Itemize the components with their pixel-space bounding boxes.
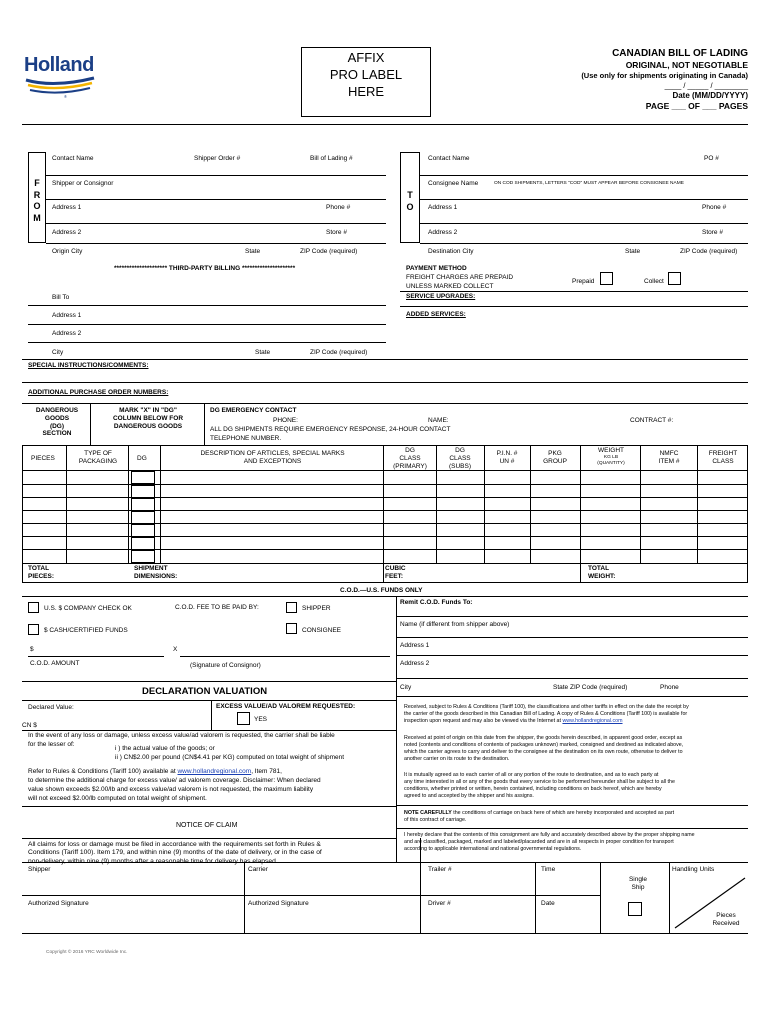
- from-phone[interactable]: Phone #: [326, 204, 351, 211]
- cod-fee-label: C.O.D. FEE TO BE PAID BY:: [175, 604, 259, 611]
- to-state[interactable]: State: [625, 248, 641, 255]
- company-check-checkbox[interactable]: [28, 602, 39, 613]
- carrier-field[interactable]: Carrier: [248, 866, 268, 873]
- fee-shipper-checkbox[interactable]: [286, 602, 297, 613]
- from-shipper-order[interactable]: Shipper Order #: [194, 155, 241, 162]
- liability-option-2: ii ) CN$2.00 per pound (CN$4.41 per KG) computed on total weight of shipment: [115, 754, 345, 761]
- third-party-address2[interactable]: Address 2: [52, 330, 82, 337]
- terms-declaration: I hereby declare that the contents of this consignment are fully and accurately described above by the proper shipping name and are classified, packaged, marked and labeled/placarded and are in all respects in proper condition for transport according to applicable international and national governmental regulations.: [404, 832, 695, 852]
- from-state[interactable]: State: [245, 248, 261, 255]
- copyright-text: Copyright © 2016 YRC Worldwide Inc.: [46, 950, 128, 955]
- from-store[interactable]: Store #: [326, 229, 347, 236]
- liability-option-1: i ) the actual value of the goods; or: [115, 745, 215, 752]
- excess-yes-label: YES: [254, 716, 268, 723]
- handling-units-label: Handling Units: [672, 866, 715, 873]
- refer-line-2: to determine the additional charge for excess value/ ad valorem coverage. Disclaimer: When declared: [28, 777, 321, 784]
- pieces-received-field[interactable]: Pieces Received: [712, 912, 740, 928]
- dg-checkbox-row6[interactable]: [131, 537, 155, 550]
- col-weight: WEIGHT KG LB (QUANTITY): [597, 447, 625, 466]
- col-pin-un: P.I.N. # UN #: [496, 450, 518, 465]
- dg-checkbox-row4[interactable]: [131, 511, 155, 524]
- header-divider: [22, 124, 748, 125]
- remit-city-field[interactable]: City: [400, 684, 412, 691]
- additional-po-label[interactable]: ADDITIONAL PURCHASE ORDER NUMBERS:: [28, 389, 169, 396]
- fee-shipper-label: SHIPPER: [302, 605, 331, 612]
- affix-line3: HERE: [347, 83, 385, 99]
- to-zip[interactable]: ZIP Code (required): [680, 248, 738, 255]
- affix-pro-label-box: [301, 47, 431, 117]
- to-address2[interactable]: Address 2: [428, 229, 458, 236]
- col-pieces: PIECES: [31, 455, 55, 462]
- dg-checkbox-row2[interactable]: [131, 485, 155, 498]
- total-weight-label[interactable]: TOTAL WEIGHT:: [588, 565, 616, 580]
- remit-name-field[interactable]: Name (if different from shipper above): [400, 621, 510, 628]
- form-title: CANADIAN BILL OF LADING: [612, 48, 748, 59]
- payment-title: PAYMENT METHOD: [406, 265, 467, 272]
- from-zip[interactable]: ZIP Code (required): [300, 248, 358, 255]
- terms-received-2: Received at point of origin on this date from the shipper, the goods herein described, in apparent good order, except as noted (contents and conditions of contents of packages unknown) marked, consigned and destined as indicated above, which the carrier agrees to carry and deliver to the consignee at the destination on its own route, otherwise to deliver to another carrier on its route to the destination.: [404, 735, 684, 762]
- third-party-address1[interactable]: Address 1: [52, 312, 82, 319]
- refer-line-1: Refer to Rules & Conditions (Tariff 100) available at www.hollandregional.com, Item 781,: [28, 768, 282, 775]
- date-blank[interactable]: ____ / _____ / ________: [664, 80, 748, 90]
- dg-section-label: DANGEROUS GOODS (DG) SECTION: [35, 407, 79, 438]
- from-origin-city[interactable]: Origin City: [52, 248, 83, 255]
- declared-value-field[interactable]: Declared Value:: [28, 704, 74, 711]
- remit-phone-field[interactable]: Phone: [660, 684, 679, 691]
- dg-note-line2: TELEPHONE NUMBER.: [210, 435, 282, 442]
- notice-of-claim-text: All claims for loss or damage must be filed in accordance with the requirements set forth in Rules & Conditions (Tariff 100). Item 179, and within nine (9) months of the date of delivery, or in the case of non-delivery, within nine (9) months after a reasonable time for delivery has elapsed.: [28, 841, 322, 865]
- to-contact-name[interactable]: Contact Name: [428, 155, 470, 162]
- added-services-label[interactable]: ADDED SERVICES:: [406, 311, 466, 318]
- remit-cod-label: Remit C.O.D. Funds To:: [400, 599, 473, 606]
- from-letters: F R O M: [33, 178, 41, 224]
- from-contact-name[interactable]: Contact Name: [52, 155, 94, 162]
- from-address2[interactable]: Address 2: [52, 229, 82, 236]
- prepaid-checkbox[interactable]: [600, 272, 613, 285]
- holland-link-1[interactable]: www.hollandregional.com: [177, 768, 252, 775]
- col-pkg-group: PKG GROUP: [543, 450, 567, 465]
- cod-title: C.O.D.—U.S. FUNDS ONLY: [340, 587, 423, 594]
- collect-checkbox[interactable]: [668, 272, 681, 285]
- from-bill-of-lading[interactable]: Bill of Lading #: [310, 155, 353, 162]
- dg-note-line1: ALL DG SHIPMENTS REQUIRE EMERGENCY RESPONSE, 24-HOUR CONTACT: [210, 426, 451, 433]
- single-ship-label: Single Ship: [628, 876, 648, 891]
- dg-mark-instructions: MARK "X" IN "DG" COLUMN BELOW FOR DANGEROUS GOODS: [112, 407, 184, 430]
- svg-text:®: ®: [64, 94, 67, 98]
- date-field[interactable]: Date: [541, 900, 555, 907]
- liability-text-1: In the event of any loss or damage, unless excess value/ad valorem is requested, the carrier shall be liable: [28, 732, 335, 739]
- to-cod-note: ON COD SHIPMENTS, LETTERS "COD" MUST APPEAR BEFORE CONSIGNEE NAME: [494, 181, 684, 186]
- fee-consignee-label: CONSIGNEE: [302, 627, 342, 634]
- remit-state-zip-field[interactable]: State ZIP Code (required): [553, 684, 628, 691]
- to-destination-city[interactable]: Destination City: [428, 248, 474, 255]
- to-address1[interactable]: Address 1: [428, 204, 458, 211]
- fee-consignee-checkbox[interactable]: [286, 623, 297, 634]
- third-party-bill-to[interactable]: Bill To: [52, 294, 70, 301]
- form-subtitle: ORIGINAL, NOT NEGOTIABLE: [625, 60, 748, 70]
- to-po[interactable]: PO #: [704, 155, 719, 162]
- dg-contact-title: DG EMERGENCY CONTACT: [210, 407, 297, 414]
- third-party-zip[interactable]: ZIP Code (required): [310, 349, 368, 356]
- dg-name-label[interactable]: NAME:: [428, 417, 449, 424]
- shipper-authorized-signature[interactable]: Authorized Signature: [28, 900, 89, 907]
- third-party-state[interactable]: State: [255, 349, 271, 356]
- prepaid-label: Prepaid: [572, 278, 595, 285]
- dg-phone-label[interactable]: PHONE:: [273, 417, 298, 424]
- single-ship-checkbox[interactable]: [628, 902, 642, 916]
- excess-value-label: EXCESS VALUE/AD VALOREM REQUESTED:: [216, 703, 356, 710]
- cash-certified-label: $ CASH/CERTIFIED FUNDS: [44, 627, 128, 634]
- col-freight-class: FREIGHT CLASS: [708, 450, 738, 465]
- col-dg: DG: [137, 455, 147, 462]
- payment-line1: FREIGHT CHARGES ARE PREPAID: [406, 274, 514, 281]
- trailer-field[interactable]: Trailer #: [428, 866, 452, 873]
- consignor-signature-field[interactable]: (Signature of Consignor): [190, 662, 261, 669]
- col-description: DESCRIPTION OF ARTICLES, SPECIAL MARKS AND EXCEPTIONS: [200, 450, 345, 465]
- terms-agreement: It is mutually agreed as to each carrier of all or any portion of the route to destination, and as to each party at any time interested in all or any of the goods that every service to be performed hereunder shall be subject to all the conditions, whether printed or written, herein contained, including conditions on back hereof, which are hereby agreed to and accepted by the shipper and his assigns.: [404, 772, 675, 799]
- company-check-label: U.S. $ COMPANY CHECK OK: [44, 605, 132, 612]
- collect-label: Collect: [644, 278, 664, 285]
- driver-field[interactable]: Driver #: [428, 900, 451, 907]
- refer-line-4: will not exceed $2.00/lb computed on total weight of shipment.: [28, 795, 207, 802]
- to-phone[interactable]: Phone #: [702, 204, 727, 211]
- remit-address2-field[interactable]: Address 2: [400, 660, 430, 667]
- declaration-title: DECLARATION VALUATION: [142, 686, 268, 697]
- shipment-dimensions-label[interactable]: SHIPMENT DIMENSIONS:: [134, 565, 178, 580]
- dg-checkbox-row7[interactable]: [131, 550, 155, 563]
- to-store[interactable]: Store #: [702, 229, 723, 236]
- header-block: [581, 47, 748, 112]
- affix-line1: AFFIX: [347, 50, 385, 65]
- dg-checkbox-row1[interactable]: [131, 471, 155, 484]
- dg-contract-label[interactable]: CONTRACT #:: [630, 417, 674, 424]
- shipper-signature-field[interactable]: Shipper: [28, 866, 51, 873]
- third-party-city[interactable]: City: [52, 349, 64, 356]
- col-nmfc: NMFC ITEM #: [658, 450, 680, 465]
- from-address1[interactable]: Address 1: [52, 204, 82, 211]
- dg-checkbox-row3[interactable]: [131, 498, 155, 511]
- page-count[interactable]: PAGE ___ OF ___ PAGES: [645, 100, 748, 111]
- form-note: (Use only for shipments originating in Canada): [581, 71, 748, 81]
- time-field[interactable]: Time: [541, 866, 556, 873]
- refer-line-3: value shown exceeds $2.00/lb and excess value/ad valorem is not requested, the maximum liability: [28, 786, 314, 793]
- logo-swoosh-icon: [24, 76, 96, 98]
- to-letters: T O: [406, 190, 414, 212]
- carrier-authorized-signature[interactable]: Authorized Signature: [248, 900, 309, 907]
- liability-text-2: for the lesser of:: [28, 741, 75, 748]
- third-party-title: ********************* THIRD-PARTY BILLING *********************: [114, 265, 296, 272]
- affix-line2: PRO LABEL: [329, 66, 403, 82]
- logo-text: Holland: [24, 54, 94, 76]
- col-type-packaging: TYPE OF PACKAGING: [78, 450, 118, 465]
- remit-address1-field[interactable]: Address 1: [400, 642, 430, 649]
- cod-amount-field[interactable]: C.O.D. AMOUNT: [30, 660, 80, 667]
- cash-certified-checkbox[interactable]: [28, 624, 39, 635]
- from-shipper-consignor[interactable]: Shipper or Consignor: [52, 180, 114, 187]
- terms-note-carefully: NOTE CAREFULLY the conditions of carriage on back here of which are hereby incorporated and accepted as part of this contract of carriage.: [404, 810, 675, 823]
- holland-logo: [24, 54, 96, 100]
- date-label: Date (MM/DD/YYYY): [672, 90, 748, 100]
- payment-line2: UNLESS MARKED COLLECT: [406, 283, 494, 290]
- signature-x: X: [173, 646, 178, 653]
- to-consignee-name[interactable]: Consignee Name: [428, 180, 479, 187]
- terms-received-1: Received, subject to Rules & Conditions (Tariff 100), the classifications and other tariffs in effect on the date the receipt by the carrier of the goods described in this Canadian Bill of Lading. A copy of Rules & Conditions (Tariff 100) is available for inspection upon request and may also be viewed via the Internet at www.hollandregional.com: [404, 704, 689, 724]
- dg-checkbox-row5[interactable]: [131, 524, 155, 537]
- holland-link-2[interactable]: www.hollandregional.com: [562, 717, 623, 724]
- notice-of-claim-title: NOTICE OF CLAIM: [176, 822, 238, 829]
- col-dg-class-primary: DG CLASS (PRIMARY): [393, 447, 427, 470]
- cubic-feet-label[interactable]: CUBIC FEET:: [385, 565, 406, 580]
- col-dg-class-subs: DG CLASS (SUBS): [448, 447, 472, 470]
- service-upgrades-label[interactable]: SERVICE UPGRADES:: [406, 293, 476, 300]
- excess-yes-checkbox[interactable]: [237, 712, 250, 725]
- special-instructions-label[interactable]: SPECIAL INSTRUCTIONS/COMMENTS:: [28, 362, 149, 369]
- cn-dollar-label: CN $: [22, 722, 37, 729]
- cod-dollar-sign: $: [30, 646, 34, 653]
- total-pieces-label[interactable]: TOTAL PIECES:: [28, 565, 55, 580]
